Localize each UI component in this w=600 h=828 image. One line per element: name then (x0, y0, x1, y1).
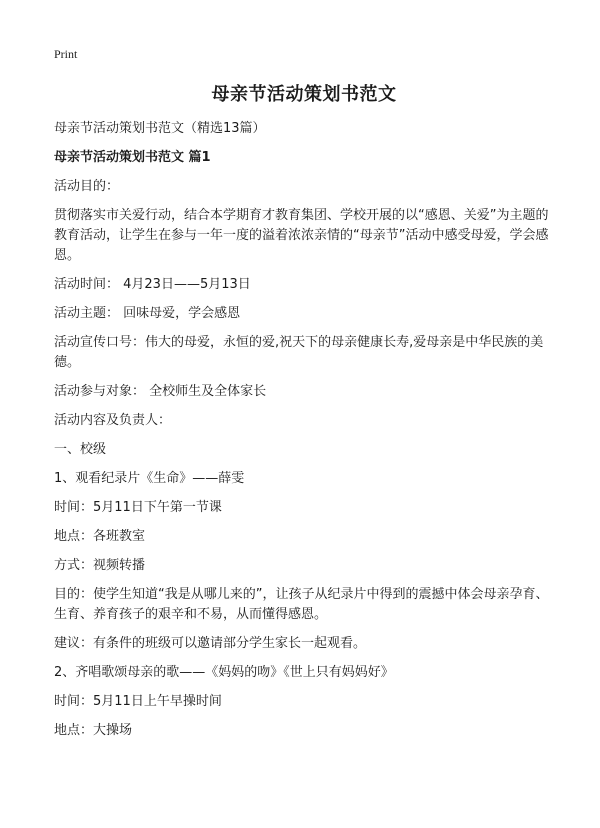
paragraph-item-documentary: 1、观看纪录片《生命》——薛雯 (54, 471, 245, 486)
section-heading: 母亲节活动策划书范文 篇1 (54, 150, 211, 165)
paragraph-goal: 目的：使学生知道“我是从哪儿来的”，让孩子从纪录片中得到的震撼中体会母亲孕育、生育、养育孩子的艰辛和不易，从而懂得感恩。 (54, 587, 549, 622)
paragraph-content-label: 活动内容及负责人： (54, 413, 172, 428)
paragraph-activity-theme: 活动主题： 回味母爱，学会感恩 (54, 306, 241, 321)
paragraph-time-1: 时间：5月11日下午第一节课 (54, 500, 222, 515)
print-link[interactable]: Print (54, 47, 78, 61)
page-title: 母亲节活动策划书范文 (211, 84, 397, 105)
paragraph-slogan: 活动宣传口号：伟大的母爱，永恒的爱,祝天下的母亲健康长寿,爱母亲是中华民族的美德。 (54, 335, 544, 370)
paragraph-purpose-label: 活动目的： (54, 179, 120, 194)
paragraph-purpose-body: 贯彻落实市关爱行动，结合本学期育才教育集团、学校开展的以“感恩、关爱”为主题的教育活动，让学生在参与一年一度的溢着浓浓亲情的“母亲节”活动中感受母爱，学会感恩。 (54, 208, 549, 263)
paragraph-activity-time: 活动时间： 4月23日——5月13日 (54, 277, 251, 292)
paragraph-location-1: 地点：各班教室 (54, 529, 146, 544)
paragraph-suggestion: 建议：有条件的班级可以邀请部分学生家长一起观看。 (54, 636, 367, 651)
paragraph-item-songs: 2、齐唱歌颂母亲的歌——《妈妈的吻》《世上只有妈妈好》 (54, 665, 394, 680)
paragraph-method: 方式：视频转播 (54, 558, 146, 573)
paragraph-location-2: 地点：大操场 (54, 723, 133, 738)
paragraph-participants: 活动参与对象： 全校师生及全体家长 (54, 384, 267, 399)
document-subtitle: 母亲节活动策划书范文（精选13篇） (54, 121, 266, 136)
paragraph-school-level: 一、校级 (54, 442, 107, 457)
paragraph-time-2: 时间：5月11日上午早操时间 (54, 694, 222, 709)
